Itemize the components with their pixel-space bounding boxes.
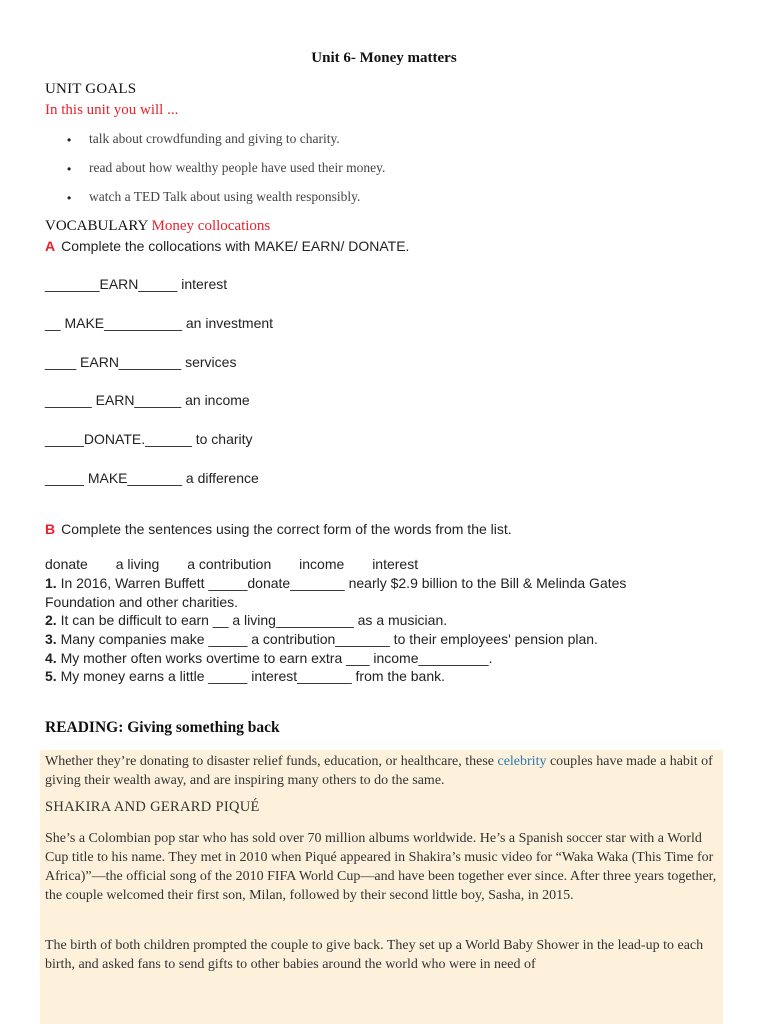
sentence-text: Foundation and other charities. xyxy=(45,594,239,610)
bullet-icon: • xyxy=(67,191,72,205)
collocation-line: _______EARN_____ interest xyxy=(45,276,228,292)
reading-intro-text: Whether they’re donating to disaster relief funds, education, or healthcare, these xyxy=(45,754,498,769)
sentence-4 xyxy=(45,650,492,666)
reading-paragraph-1: She’s a Colombian pop star who has sold over 70 million albums worldwide. He’s a Spanish soccer star with a World Cup title to his name. They met in 2010 when Piqué appeared in Shakira’s music video for “Waka Waka (This Time for Africa)”—the official song of the 2010 FIFA World Cup—and have been together ever since. After three years together, the couple welcomed their first son, Milan, followed by their second little boy, Sasha, in 2015. xyxy=(45,831,717,903)
part-b-instruction-text: Complete the sentences using the correct form of the words from the list. xyxy=(61,521,512,537)
word-list-item: a contribution xyxy=(187,556,272,572)
reading-section-title: SHAKIRA AND GERARD PIQUÉ xyxy=(45,799,260,815)
sentence-number: 3. xyxy=(45,631,57,647)
part-b-instruction xyxy=(45,521,512,537)
bullet-icon: • xyxy=(67,162,72,176)
collocation-line: ____ EARN________ services xyxy=(45,354,237,370)
unit-goals-heading: UNIT GOALS xyxy=(45,81,137,97)
sentence-3 xyxy=(45,631,598,647)
sentence-text: My mother often works overtime to earn extra ___ income_________. xyxy=(56,650,493,666)
collocation-line: ______ EARN______ an income xyxy=(45,392,250,408)
sentence-1-continued xyxy=(45,594,238,610)
part-a-letter: A xyxy=(45,238,56,254)
part-b-letter: B xyxy=(45,521,56,537)
sentence-number: 5. xyxy=(45,668,57,684)
word-list xyxy=(45,556,442,572)
collocation-line: _____ MAKE_______ a difference xyxy=(45,470,259,486)
page-title: Unit 6- Money matters xyxy=(311,50,457,66)
reading-intro-text: couples have made a habit of giving their wealth away, and are inspiring many others to do the same. xyxy=(45,754,713,788)
reading-heading: READING: Giving something back xyxy=(45,719,280,736)
sentence-1 xyxy=(45,575,626,591)
sentence-number: 2. xyxy=(45,612,57,628)
part-a-instruction xyxy=(45,238,409,254)
bullet-icon: • xyxy=(67,133,72,147)
sentence-2 xyxy=(45,612,447,628)
reading-intro xyxy=(45,752,725,790)
unit-goals-subheading: In this unit you will ... xyxy=(45,102,179,118)
vocabulary-heading xyxy=(45,218,270,235)
vocabulary-label: VOCABULARY xyxy=(45,218,148,234)
celebrity-link[interactable]: celebrity xyxy=(497,754,547,769)
collocation-line: __ MAKE__________ an investment xyxy=(45,315,274,331)
reading-paragraph-2: The birth of both children prompted the couple to give back. They set up a World Baby Shower in the lead-up to each birth, and asked fans to send gifts to other babies around the world who were in need of xyxy=(45,938,704,972)
sentence-text: It can be difficult to earn __ a living__________ as a musician. xyxy=(56,612,448,628)
part-a-instruction-text: Complete the collocations with MAKE/ EARN/ DONATE. xyxy=(61,238,410,254)
word-list-item: income xyxy=(299,556,345,572)
collocation-line: _____DONATE.______ to charity xyxy=(45,431,253,447)
sentence-5 xyxy=(45,668,445,684)
sentence-text: In 2016, Warren Buffett _____donate_______ nearly $2.9 billion to the Bill & Melinda Gates xyxy=(56,575,627,591)
sentence-text: My money earns a little _____ interest_______ from the bank. xyxy=(56,668,446,684)
word-list-item: a living xyxy=(115,556,160,572)
word-list-item: donate xyxy=(45,556,88,572)
goal-item: talk about crowdfunding and giving to charity. xyxy=(89,131,340,146)
goal-item: read about how wealthy people have used their money. xyxy=(89,160,386,175)
goal-item: watch a TED Talk about using wealth responsibly. xyxy=(89,189,361,204)
vocabulary-topic: Money collocations xyxy=(151,218,271,234)
word-list-item: interest xyxy=(372,556,419,572)
sentence-number: 4. xyxy=(45,650,57,666)
sentence-text: Many companies make _____ a contribution_______ to their employees' pension plan. xyxy=(56,631,598,647)
sentence-number: 1. xyxy=(45,575,57,591)
